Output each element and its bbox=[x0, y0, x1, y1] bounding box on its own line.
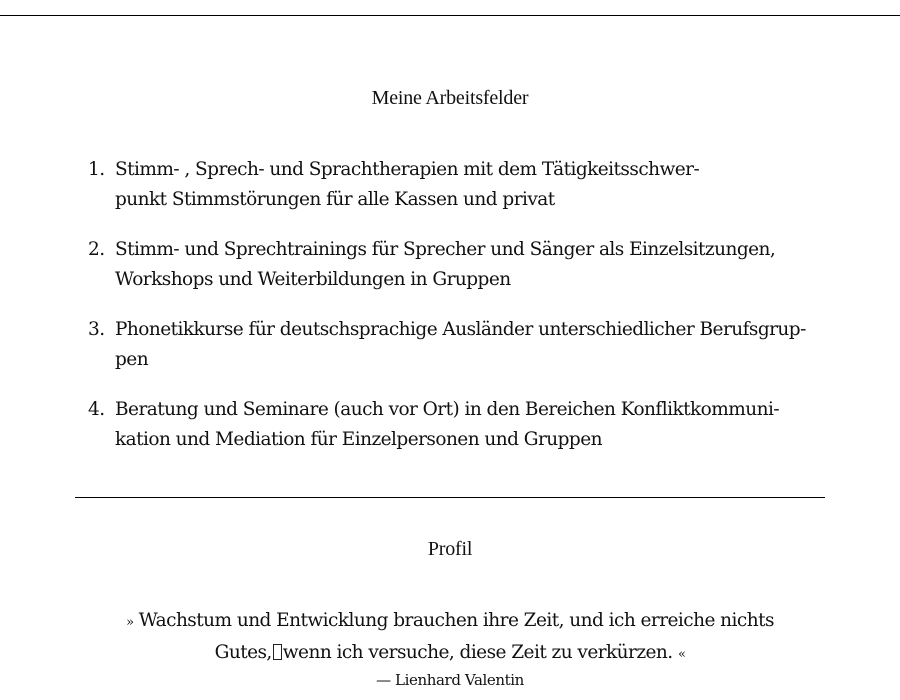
list-item bbox=[75, 235, 835, 295]
missing-glyph-icon bbox=[273, 644, 282, 660]
list-item bbox=[75, 395, 835, 455]
list-item-number: 2. bbox=[88, 239, 105, 260]
quote-line-1 bbox=[0, 606, 900, 638]
list-item-text-line: punkt Stimmstörungen für alle Kassen und privat bbox=[115, 189, 555, 210]
list-item-text-line: kation und Mediation für Einzelpersonen und Gruppen bbox=[115, 429, 602, 450]
quote-text: wenn ich versuche, diese Zeit zu verkürzen. bbox=[282, 642, 678, 663]
list-item-text-line: Beratung und Seminare (auch vor Ort) in den Bereichen Konfliktkommuni- bbox=[115, 399, 780, 420]
quote-text: Gutes, bbox=[214, 642, 272, 663]
section-title-arbeitsfelder: Meine Arbeitsfelder bbox=[371, 87, 529, 109]
list-item-number: 4. bbox=[88, 399, 105, 420]
top-rule bbox=[0, 15, 900, 16]
list-item-number: 3. bbox=[88, 319, 105, 340]
list-item-text-line: Workshops und Weiterbildungen in Gruppen bbox=[115, 269, 511, 290]
list-item-text-line: Stimm- und Sprechtrainings für Sprecher und Sänger als Einzelsitzungen, bbox=[115, 239, 776, 260]
list-item-text-line: Phonetikkurse für deutschsprachige Ausländer unterschiedlicher Berufsgrup- bbox=[115, 319, 806, 340]
open-quote-mark: » bbox=[126, 615, 134, 630]
quote-text: Wachstum und Entwicklung brauchen ihre Zeit, und ich erreiche nichts bbox=[133, 610, 774, 631]
quote-attribution: — Lienhard Valentin bbox=[376, 671, 524, 689]
work-fields-list bbox=[75, 155, 835, 475]
section-divider bbox=[75, 497, 825, 498]
list-item bbox=[75, 155, 835, 215]
list-item-number: 1. bbox=[88, 159, 105, 180]
list-item-text-line: pen bbox=[115, 349, 149, 370]
list-item bbox=[75, 315, 835, 375]
close-quote-mark: « bbox=[677, 647, 686, 662]
section-title-profil: Profil bbox=[427, 538, 473, 560]
quote-line-2 bbox=[0, 638, 900, 670]
list-item-text-line: Stimm- , Sprech- und Sprachtherapien mit dem Tätigkeitsschwer- bbox=[115, 159, 700, 180]
profile-quote bbox=[0, 606, 900, 670]
